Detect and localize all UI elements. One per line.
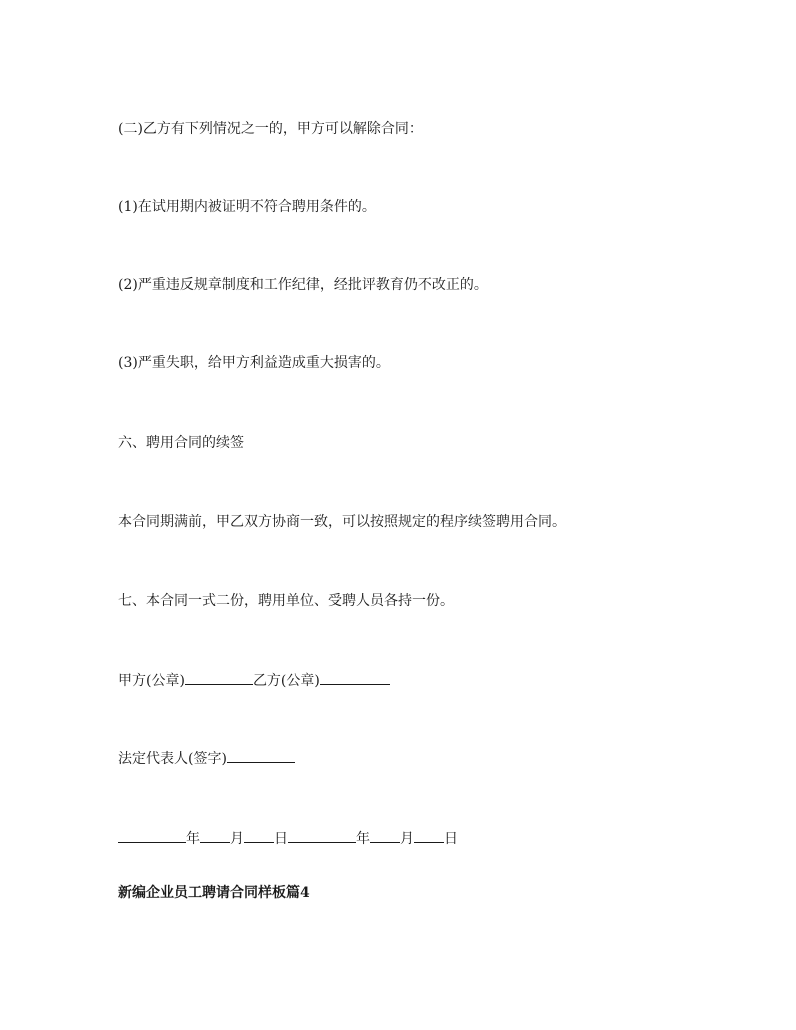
date-a-prefix-blank: [118, 828, 186, 843]
legal-rep-line: [118, 748, 295, 768]
date-a-day-blank: [244, 828, 274, 843]
clause-2-intro: (二)乙方有下列情况之一的，甲方可以解除合同：: [118, 121, 423, 137]
party-b-blank: [320, 670, 390, 685]
date-b-prefix-blank: [288, 828, 356, 843]
date-b-month-blank: [370, 828, 400, 843]
party-seal-line: [118, 670, 390, 690]
date-b-month: 月: [400, 831, 414, 847]
legal-rep-label: 法定代表人(签字): [118, 751, 227, 767]
party-a-blank: [185, 670, 253, 685]
section-7: 七、本合同一式二份，聘用单位、受聘人员各持一份。: [118, 593, 454, 609]
date-a-month: 月: [230, 831, 244, 847]
date-a-year: 年: [186, 831, 200, 847]
section-6-title: 六、聘用合同的续签: [118, 435, 244, 451]
date-a-day: 日: [274, 831, 288, 847]
party-b-label: 乙方(公章): [252, 673, 320, 689]
date-b-year: 年: [356, 831, 370, 847]
clause-2-item-3: (3)严重失职，给甲方利益造成重大损害的。: [118, 355, 390, 371]
clause-2-item-2: (2)严重违反规章制度和工作纪律，经批评教育仍不改正的。: [118, 277, 488, 293]
legal-rep-blank: [227, 748, 295, 763]
date-b-day: 日: [444, 831, 458, 847]
date-line: [118, 828, 458, 848]
section-6-body: 本合同期满前，甲乙双方协商一致，可以按照规定的程序续签聘用合同。: [118, 514, 566, 530]
clause-2-item-1: (1)在试用期内被证明不符合聘用条件的。: [118, 199, 376, 215]
date-a-month-blank: [200, 828, 230, 843]
party-a-label: 甲方(公章): [118, 673, 185, 689]
date-b-day-blank: [414, 828, 444, 843]
next-section-title: 新编企业员工聘请合同样板篇4: [118, 885, 310, 901]
